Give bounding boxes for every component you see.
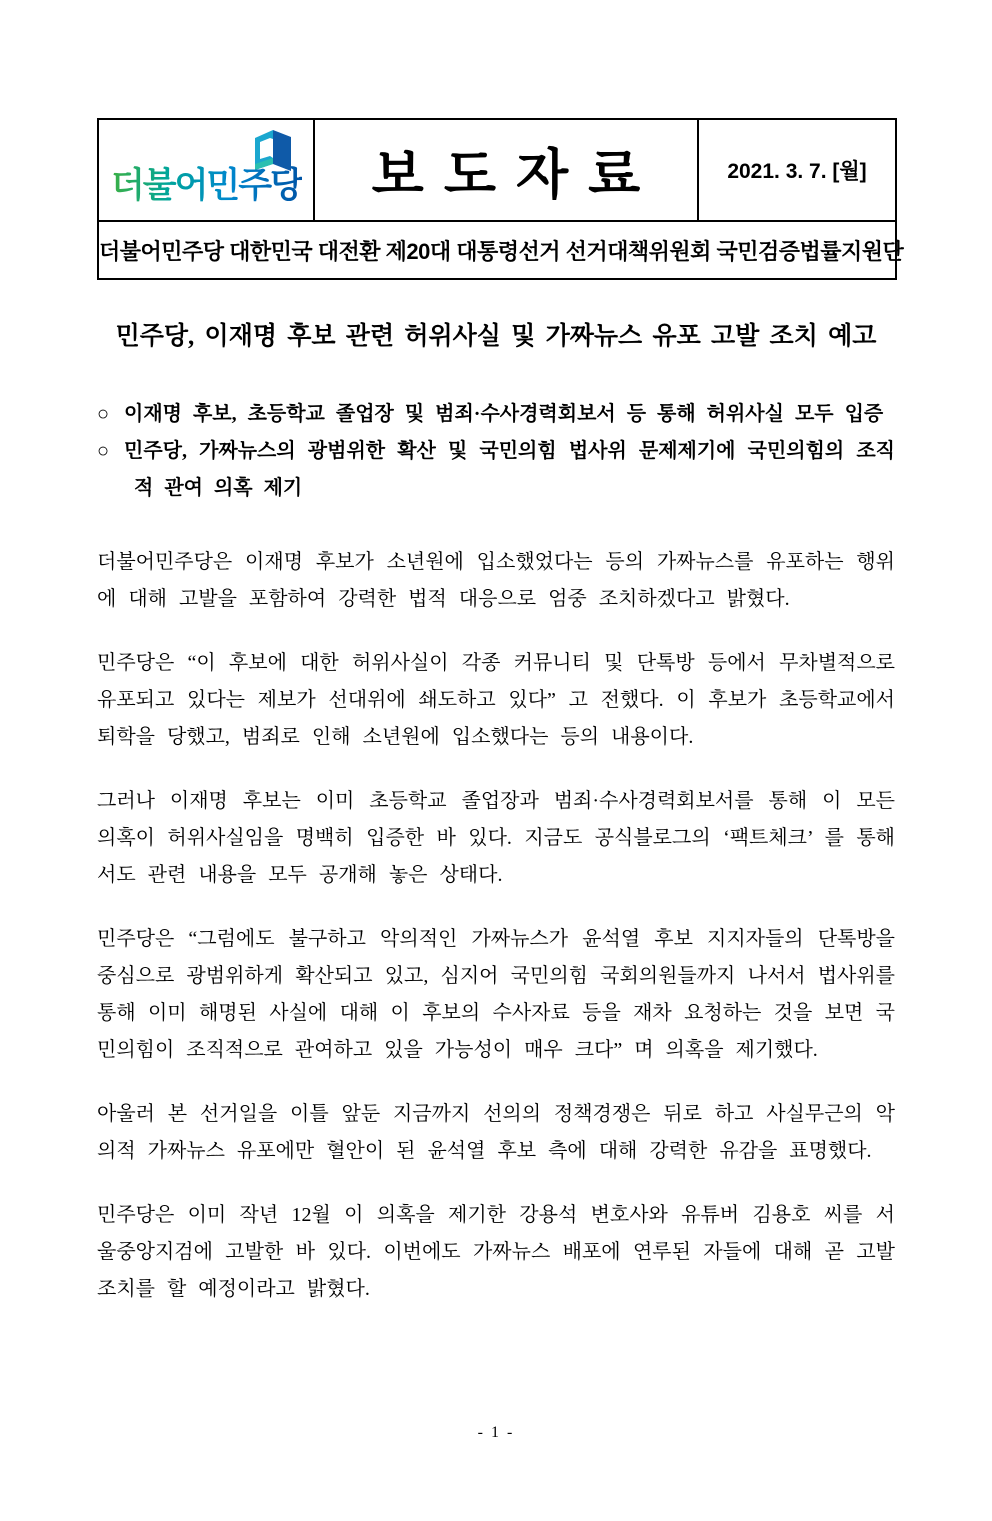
bullet-item	[97, 396, 895, 433]
release-date: 2021. 3. 7. [월]	[727, 160, 867, 183]
body-paragraph: 민주당은 이미 작년 12월 이 의혹을 제기한 강용석 변호사와 유튜버 김용호 씨를 서울중앙지검에 고발한 바 있다. 이번에도 가짜뉴스 배포에 연루된 자들에 대해 곧 고발 조치를 할 예정이라고 밝혔다.	[97, 1204, 895, 1300]
press-release-page	[0, 118, 992, 1521]
subtitle-banner: 더불어민주당 대한민국 대전환 제20대 대통령선거 선거대책위원회 국민검증법률지원단	[99, 238, 904, 264]
body-paragraph: 그러나 이재명 후보는 이미 초등학교 졸업장과 범죄·수사경력회보서를 통해 이 모든 의혹이 허위사실임을 명백히 입증한 바 있다. 지금도 공식블로그의 ‘팩트체크’ 를 통해서도 관련 내용을 모두 공개해 놓은 상태다.	[97, 790, 895, 886]
bullet-item	[97, 433, 895, 507]
body-paragraph: 민주당은 “그럼에도 불구하고 악의적인 가짜뉴스가 윤석열 후보 지지자들의 단톡방을 중심으로 광범위하게 확산되고 있고, 심지어 국민의힘 국회의원들까지 나서서 법사위를 통해 이미 해명된 사실에 대해 이 후보의 수사자료 등을 재차 요청하는 것을 보면 국민의힘이 조직적으로 관여하고 있을 가능성이 매우 크다” 며 의혹을 제기했다.	[97, 928, 895, 1061]
press-title: 민주당, 이재명 후보 관련 허위사실 및 가짜뉴스 유포 고발 조치 예고	[115, 323, 877, 350]
party-logo-text: 더불어민주당	[111, 158, 302, 208]
bullet-text: 민주당, 가짜뉴스의 광범위한 확산 및 국민의힘 법사위 문제제기에 국민의힘의 조직적 관여 의혹 제기	[124, 440, 895, 499]
bullet-list	[97, 396, 895, 507]
doc-type-title: 보도자료	[371, 144, 661, 205]
date-cell	[698, 119, 896, 221]
doc-type-cell	[314, 119, 698, 221]
body-paragraph: 민주당은 “이 후보에 대한 허위사실이 각종 커뮤니티 및 단톡방 등에서 무차별적으로 유포되고 있다는 제보가 선대위에 쇄도하고 있다” 고 전했다. 이 후보가 초등학교에서 퇴학을 당했고, 범죄로 인해 소년원에 입소했다는 등의 내용이다.	[97, 652, 895, 748]
circle-bullet-icon: ○	[97, 403, 110, 425]
subtitle-banner-cell	[98, 221, 904, 279]
circle-bullet-icon: ○	[97, 440, 110, 462]
party-logo	[99, 120, 313, 220]
body-paragraph: 더불어민주당은 이재명 후보가 소년원에 입소했었다는 등의 가짜뉴스를 유포하는 행위에 대해 고발을 포함하여 강력한 법적 대응으로 엄중 조치하겠다고 밝혔다.	[97, 551, 895, 610]
page-number: - 1 -	[477, 1424, 515, 1441]
body-paragraph: 아울러 본 선거일을 이틀 앞둔 지금까지 선의의 정책경쟁은 뒤로 하고 사실무근의 악의적 가짜뉴스 유포에만 혈안이 된 윤석열 후보 측에 대해 강력한 유감을 표명했다.	[97, 1103, 895, 1162]
party-logo-cell	[98, 119, 314, 221]
bullet-text: 이재명 후보, 초등학교 졸업장 및 범죄·수사경력회보서 등 통해 허위사실 모두 입증	[124, 403, 884, 425]
header-table	[97, 118, 904, 280]
